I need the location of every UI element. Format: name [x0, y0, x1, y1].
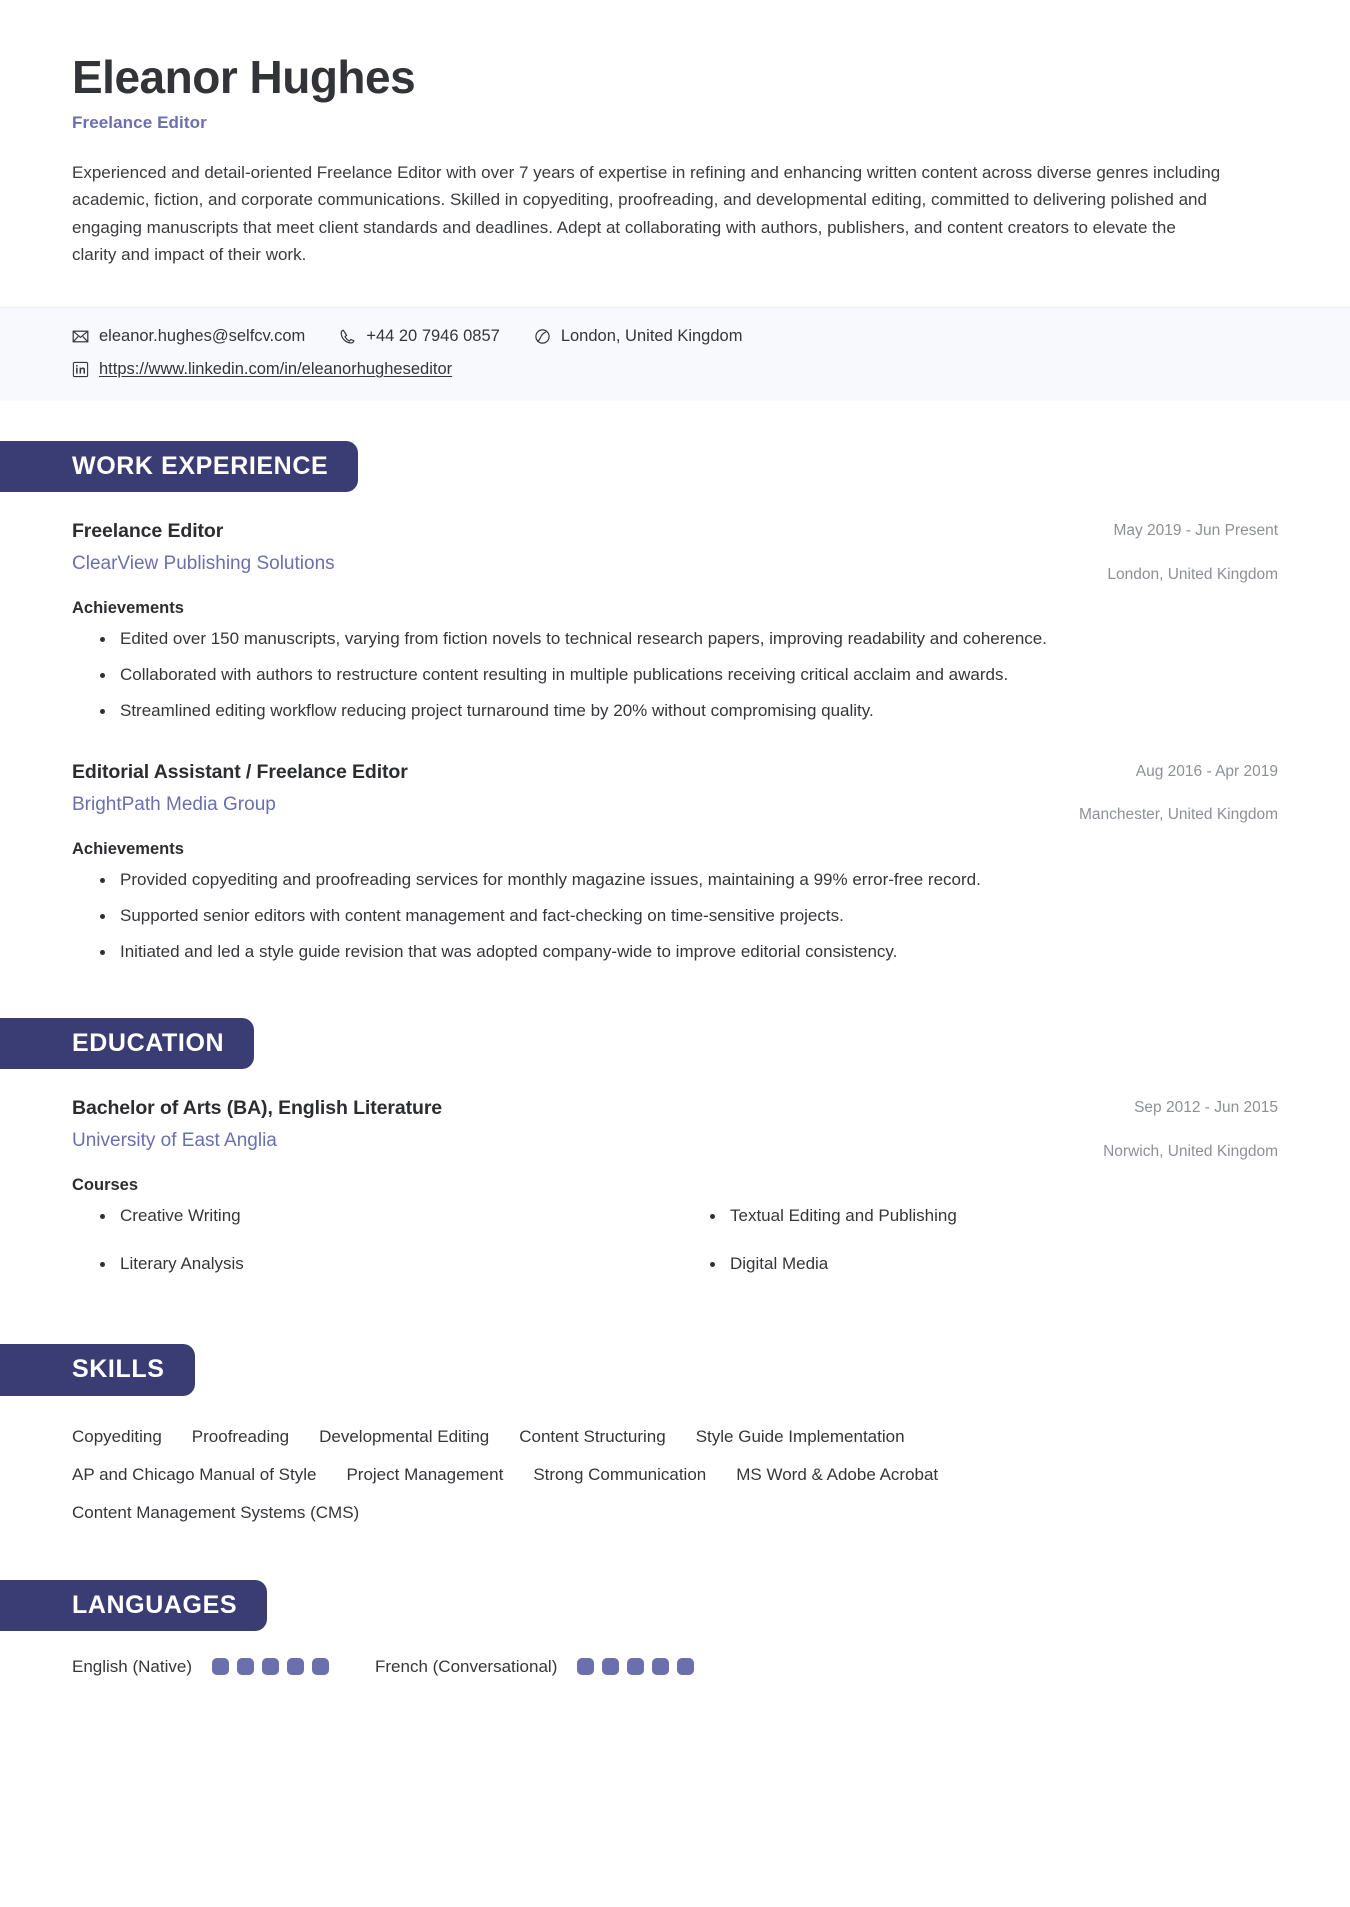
list-item: Edited over 150 manuscripts, varying from fiction novels to technical research papers, improving readability and coherence.: [98, 626, 1278, 653]
list-item: Digital Media: [708, 1251, 1278, 1277]
rating-square: [627, 1658, 644, 1675]
education-entry-sublabel: Courses: [72, 1176, 139, 1195]
list-item: Streamlined editing workflow reducing project turnaround time by 20% without compromising quality.: [98, 698, 1278, 725]
language-rating: [577, 1658, 694, 1675]
skills-body: [0, 1420, 1350, 1530]
rating-square: [677, 1658, 694, 1675]
education-entry-right: [1103, 1095, 1278, 1162]
phone-icon: [339, 328, 356, 345]
section-skills: [0, 1344, 1350, 1529]
skill-tag: Content Management Systems (CMS): [72, 1502, 360, 1522]
list-item: Creative Writing: [98, 1203, 668, 1229]
contact-location: [534, 326, 743, 347]
contact-band: [0, 307, 1350, 401]
education-entry-institution: University of East Anglia: [72, 1130, 277, 1152]
rating-square: [287, 1658, 304, 1675]
section-education: [0, 1018, 1350, 1299]
work-entry-organization: BrightPath Media Group: [72, 794, 276, 816]
skill-tag: AP and Chicago Manual of Style: [72, 1464, 317, 1484]
list-item: Provided copyediting and proofreading services for monthly magazine issues, maintaining a 99% error-free record.: [98, 867, 1278, 894]
work-entry-organization: ClearView Publishing Solutions: [72, 553, 335, 575]
work-entry-left: [72, 759, 1049, 820]
education-entry-place: Norwich, United Kingdom: [1103, 1142, 1278, 1160]
section-badge-skills: SKILLS: [0, 1344, 195, 1395]
language-name: French (Conversational): [375, 1656, 558, 1676]
work-entry-bullets: [72, 626, 1278, 725]
list-item: Initiated and led a style guide revision that was adopted company-wide to improve editorial consistency.: [98, 939, 1278, 966]
education-entry-head: [72, 1095, 1278, 1162]
location-pin-icon: [534, 328, 551, 345]
work-entry-bullets: [72, 867, 1278, 966]
languages-list: [72, 1657, 1278, 1677]
contact-phone-text: +44 20 7946 0857: [366, 326, 500, 345]
education-entry-date: Sep 2012 - Jun 2015: [1134, 1099, 1278, 1116]
linkedin-icon: [72, 361, 89, 378]
skill-tag: Proofreading: [191, 1426, 290, 1446]
skills-list: [72, 1420, 1082, 1530]
skill-tag: Strong Communication: [533, 1464, 707, 1484]
section-badge-work-experience: WORK EXPERIENCE: [0, 441, 358, 492]
page-title: Eleanor Hughes: [72, 51, 416, 103]
work-entry-date: Aug 2016 - Apr 2019: [1135, 762, 1278, 780]
education-entry-left: [72, 1095, 1073, 1156]
work-entry-left: [72, 518, 1077, 579]
work-entry-right: [1079, 759, 1278, 826]
rating-square: [577, 1658, 594, 1675]
rating-square: [652, 1658, 669, 1675]
list-item: Textual Editing and Publishing: [708, 1203, 1278, 1229]
languages-body: [0, 1657, 1350, 1677]
skill-tag: Style Guide Implementation: [695, 1426, 905, 1446]
education-entry: [72, 1095, 1278, 1298]
envelope-icon: [72, 328, 89, 345]
language-item: [72, 1657, 329, 1677]
section-badge-languages: LANGUAGES: [0, 1580, 267, 1631]
professional-summary: Experienced and detail-oriented Freelance Editor with over 7 years of expertise in refining and enhancing written content across diverse genres including academic, fiction, and corporate communications. Skilled in copyediting, proofreading, and developmental editing, committed to delivering polished and engaging manuscripts that meet client standards and deadlines. Adept at collaborating with authors, publishers, and content creators to elevate the clarity and impact of their work.: [72, 162, 1221, 265]
work-entry-sublabel: Achievements: [72, 599, 184, 618]
education-entry-degree: Bachelor of Arts (BA), English Literature: [72, 1097, 443, 1119]
contact-phone[interactable]: [339, 326, 500, 347]
language-item: [375, 1657, 694, 1677]
language-rating: [212, 1658, 329, 1675]
rating-square: [312, 1658, 329, 1675]
work-entry-head: [72, 518, 1278, 585]
header-job-title: Freelance Editor: [72, 112, 207, 132]
skill-tag: MS Word & Adobe Acrobat: [736, 1464, 939, 1484]
contact-row-secondary: [72, 359, 1278, 380]
contact-location-text: London, United Kingdom: [560, 326, 743, 345]
work-entry-title: Freelance Editor: [72, 519, 224, 542]
section-languages: [0, 1580, 1350, 1677]
rating-square: [212, 1658, 229, 1675]
skill-tag: Copyediting: [72, 1426, 162, 1446]
work-entry: [72, 518, 1278, 725]
work-entry-title: Editorial Assistant / Freelance Editor: [72, 760, 408, 783]
rating-square: [262, 1658, 279, 1675]
contact-email[interactable]: [72, 326, 305, 347]
contact-linkedin[interactable]: [72, 359, 452, 380]
courses-grid: [72, 1203, 1278, 1298]
language-name: English (Native): [72, 1656, 192, 1676]
list-item: Collaborated with authors to restructure content resulting in multiple publications receiving critical acclaim and awards.: [98, 662, 1278, 689]
rating-square: [602, 1658, 619, 1675]
work-entry-sublabel: Achievements: [72, 840, 184, 859]
work-entry: [72, 759, 1278, 966]
education-body: [0, 1095, 1350, 1298]
work-entry-right: [1107, 518, 1278, 585]
work-entry-date: May 2019 - Jun Present: [1113, 521, 1278, 539]
resume-header: [0, 0, 1350, 269]
section-work-experience: [0, 441, 1350, 966]
work-entry-place: London, United Kingdom: [1107, 565, 1278, 583]
list-item: Literary Analysis: [98, 1251, 668, 1277]
contact-linkedin-text[interactable]: https://www.linkedin.com/in/eleanorhugheseditor: [99, 360, 453, 379]
section-badge-education: EDUCATION: [0, 1018, 254, 1069]
list-item: Supported senior editors with content management and fact-checking on time-sensitive projects.: [98, 903, 1278, 930]
work-entry-head: [72, 759, 1278, 826]
work-entry-place: Manchester, United Kingdom: [1078, 806, 1278, 824]
rating-square: [237, 1658, 254, 1675]
contact-email-text: eleanor.hughes@selfcv.com: [99, 326, 306, 345]
skill-tag: Project Management: [346, 1464, 504, 1484]
contact-row-primary: [72, 326, 1278, 347]
work-experience-body: [0, 518, 1350, 966]
skill-tag: Content Structuring: [519, 1426, 666, 1446]
skill-tag: Developmental Editing: [319, 1426, 490, 1446]
